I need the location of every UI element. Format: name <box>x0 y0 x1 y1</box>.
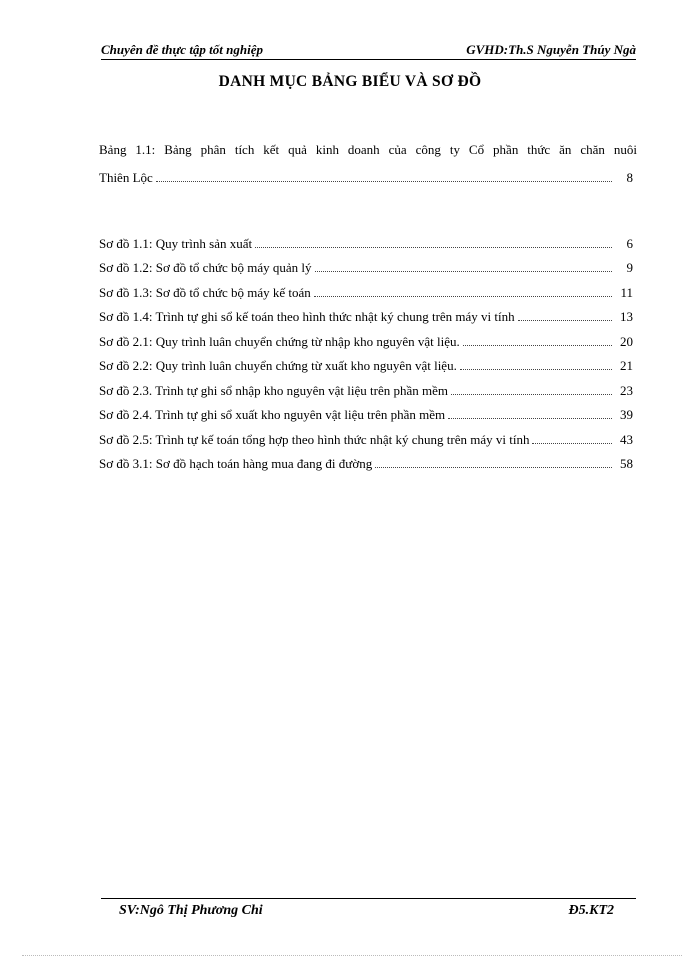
header-right-text: GVHD:Th.S Nguyễn Thúy Ngà <box>466 42 636 57</box>
toc-entry-page: 39 <box>620 407 633 422</box>
toc-entry[interactable] <box>99 325 637 350</box>
toc-entry[interactable] <box>99 423 637 448</box>
toc-entry-page: 13 <box>620 309 633 324</box>
dot-leader <box>518 320 612 321</box>
toc-entry[interactable] <box>99 350 637 375</box>
dot-leader <box>315 271 612 272</box>
footer-left-text: SV:Ngô Thị Phương Chi <box>119 903 263 918</box>
table-entry[interactable] <box>99 138 637 186</box>
toc-entry-label: Sơ đồ 3.1: Sơ đồ hạch toán hàng mua đang đi đường <box>99 456 373 471</box>
toc-entry-page: 11 <box>620 284 633 300</box>
dot-leader <box>448 418 612 419</box>
toc-entry[interactable] <box>99 252 637 277</box>
diagram-list <box>99 227 637 472</box>
toc-entry-label: Sơ đồ 1.4: Trình tự ghi sổ kế toán theo hình thức nhật ký chung trên máy vi tính <box>99 309 515 324</box>
dot-leader <box>463 345 612 346</box>
toc-entry[interactable] <box>99 276 637 301</box>
toc-entry[interactable] <box>99 374 637 399</box>
toc-entry-page: 6 <box>626 235 633 251</box>
toc-entry-label: Sơ đồ 2.4. Trình tự ghi sổ xuất kho nguyên vật liệu trên phần mềm <box>99 407 446 422</box>
header-divider <box>101 59 636 60</box>
toc-entry-label: Sơ đồ 1.3: Sơ đồ tổ chức bộ máy kế toán <box>99 284 311 300</box>
toc-entry-page: 23 <box>620 382 633 398</box>
dot-leader <box>460 369 612 370</box>
dot-leader <box>314 296 612 297</box>
toc-entry[interactable] <box>99 448 637 473</box>
dot-leader <box>156 181 612 182</box>
page-header <box>101 42 636 58</box>
table-entry-page: 8 <box>626 170 633 185</box>
footer-divider <box>101 898 636 899</box>
toc-entry[interactable] <box>99 227 637 252</box>
dot-leader <box>375 467 612 468</box>
toc-entry-label: Sơ đồ 2.3. Trình tự ghi sổ nhập kho nguyên vật liệu trên phần mềm <box>99 382 449 398</box>
toc-entry-label: Sơ đồ 1.1: Quy trình sản xuất <box>99 235 253 251</box>
toc-entry-page: 21 <box>620 358 633 373</box>
toc-entry-label: Sơ đồ 2.1: Quy trình luân chuyển chứng từ nhập kho nguyên vật liệu. <box>99 333 460 349</box>
dot-leader <box>255 247 612 248</box>
toc-entry[interactable] <box>99 301 637 326</box>
page-bottom-edge <box>22 955 682 956</box>
table-entry-line2: Thiên Lộc <box>99 170 153 185</box>
toc-entry-page: 20 <box>620 333 633 349</box>
toc-entry-page: 9 <box>626 260 633 275</box>
toc-entry-label: Sơ đồ 2.2: Quy trình luân chuyển chứng từ xuất kho nguyên vật liệu. <box>99 358 457 373</box>
toc-entry-page: 58 <box>620 456 633 471</box>
toc-entry-label: Sơ đồ 1.2: Sơ đồ tổ chức bộ máy quản lý <box>99 260 312 275</box>
footer-right-text: Đ5.KT2 <box>568 903 614 918</box>
toc-entry[interactable] <box>99 399 637 424</box>
page-title: DANH MỤC BẢNG BIỂU VÀ SƠ ĐỒ <box>218 73 482 90</box>
dot-leader <box>451 394 612 395</box>
dot-leader <box>532 443 612 444</box>
page-footer <box>119 903 614 919</box>
toc-entry-label: Sơ đồ 2.5: Trình tự kế toán tổng hợp theo hình thức nhật ký chung trên máy vi tính <box>99 431 530 447</box>
toc-entry-page: 43 <box>620 431 633 447</box>
table-entry-line1: Bảng 1.1: Bảng phân tích kết quả kinh doanh của công ty Cổ phần thức ăn chăn nuôi <box>99 142 637 157</box>
header-left-text: Chuyên đề thực tập tốt nghiệp <box>101 42 263 57</box>
